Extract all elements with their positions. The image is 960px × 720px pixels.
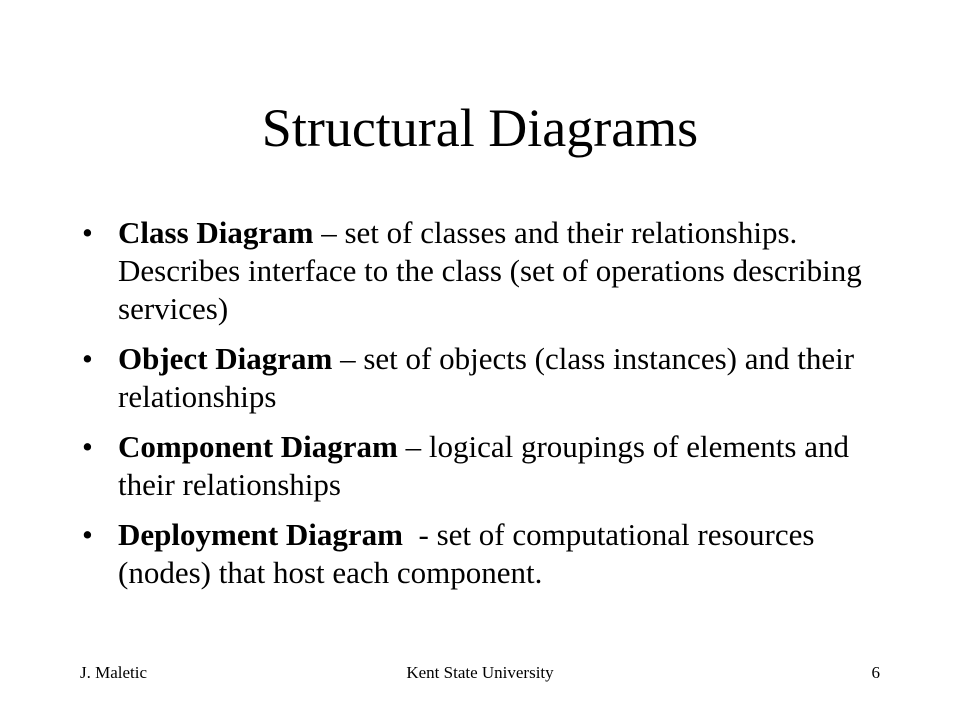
bullet-text: logical groupings of elements and their relationships bbox=[118, 429, 849, 502]
bullet-dot-icon: • bbox=[82, 341, 93, 376]
bullet-list bbox=[82, 214, 882, 604]
bullet-term: Deployment Diagram bbox=[118, 517, 403, 552]
bullet-term: Object Diagram bbox=[118, 341, 333, 376]
slide-title: Structural Diagrams bbox=[261, 98, 699, 158]
bullet-dot-icon: • bbox=[82, 517, 93, 552]
bullet-separator: – bbox=[397, 429, 429, 464]
bullet-item-object-diagram bbox=[82, 340, 882, 416]
bullet-text: set of computational resources (nodes) that host each component. bbox=[118, 517, 815, 590]
bullet-separator: – bbox=[313, 215, 345, 250]
bullet-term: Class Diagram bbox=[118, 215, 314, 250]
bullet-dot-icon: • bbox=[82, 215, 93, 250]
bullet-separator: - bbox=[402, 517, 437, 552]
bullet-item-component-diagram bbox=[82, 428, 882, 504]
footer-organization: Kent State University bbox=[406, 663, 554, 682]
bullet-term: Component Diagram bbox=[118, 429, 398, 464]
footer-author: J. Maletic bbox=[80, 663, 148, 682]
bullet-item-class-diagram bbox=[82, 214, 882, 328]
bullet-item-deployment-diagram bbox=[82, 516, 882, 592]
bullet-dot-icon: • bbox=[82, 429, 93, 464]
bullet-text: set of objects (class instances) and their relationships bbox=[118, 341, 855, 414]
bullet-separator: – bbox=[332, 341, 364, 376]
footer-page-number: 6 bbox=[871, 663, 880, 682]
bullet-text: set of classes and their relationships. Describes interface to the class (set of operations describing services) bbox=[118, 215, 862, 326]
